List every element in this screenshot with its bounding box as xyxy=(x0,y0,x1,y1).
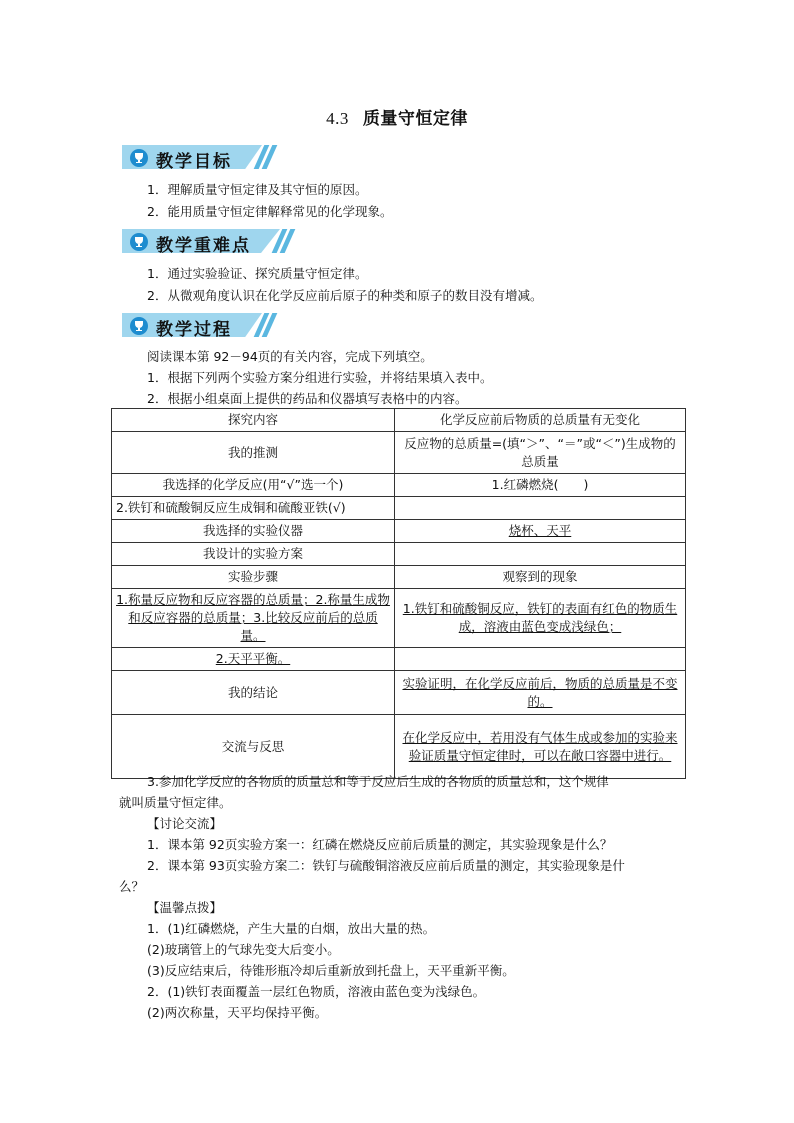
tips-heading: 【温馨点拨】 xyxy=(147,900,223,915)
table-row xyxy=(112,520,686,543)
tip-line: (2)玻璃管上的气球先变大后变小。 xyxy=(147,942,340,957)
discussion-question-1: 1．课本第 92页实验方案一：红磷在燃烧反应前后质量的测定，其实验现象是什么？ xyxy=(147,837,613,852)
reflect-value: 在化学反应中，若用没有气体生成或参加的实验来验证质量守恒定律时，可以在敞口容器中进行。 xyxy=(402,729,678,763)
header-left: 探究内容 xyxy=(112,409,395,432)
tip-line: (2)两次称量，天平均保持平衡。 xyxy=(147,1005,328,1020)
process-heading: 教学过程 xyxy=(156,320,232,340)
experiment-table xyxy=(111,408,686,779)
key-points-heading: 教学重难点 xyxy=(156,236,251,256)
process-intro-1: 阅读课本第 92－94页的有关内容，完成下列填空。 xyxy=(147,349,433,364)
page-title xyxy=(0,104,794,129)
instrument-label: 我选择的实验仪器 xyxy=(112,520,395,543)
table-row xyxy=(112,715,686,779)
header-right: 化学反应前后物质的总质量有无变化 xyxy=(395,409,686,432)
table-row xyxy=(112,671,686,715)
observe-value: 1.铁钉和硫酸铜反应，铁钉的表面有红色的物质生成，溶液由蓝色变成浅绿色； xyxy=(402,601,678,634)
law-line-1: 3.参加化学反应的各物质的质量总和等于反应后生成的各物质的质量总和，这个规律 xyxy=(147,774,609,789)
trophy-icon xyxy=(130,149,148,167)
discussion-question-2-line-2: 么？ xyxy=(119,879,145,894)
key-point-item-1: 1．通过实验验证、探究质量守恒定律。 xyxy=(147,266,368,281)
steps-label: 实验步骤 xyxy=(112,566,395,589)
goals-banner xyxy=(122,142,272,170)
process-intro-3: 2．根据小组桌面上提供的药品和仪器填写表格中的内容。 xyxy=(147,391,468,406)
plan-label: 我设计的实验方案 xyxy=(112,543,395,566)
table-row xyxy=(112,497,686,520)
trophy-icon xyxy=(130,233,148,251)
observe-label: 观察到的现象 xyxy=(395,566,686,589)
table-row xyxy=(112,543,686,566)
discussion-heading: 【讨论交流】 xyxy=(147,816,223,831)
table-row xyxy=(112,648,686,671)
tip-line: (3)反应结束后，待锥形瓶冷却后重新放到托盘上，天平重新平衡。 xyxy=(147,963,515,978)
goals-heading: 教学目标 xyxy=(156,152,232,172)
reaction-option-1: 1.红磷燃烧( ) xyxy=(395,474,686,497)
conclusion-label: 我的结论 xyxy=(112,671,395,715)
law-line-2: 就叫质量守恒定律。 xyxy=(119,795,232,810)
reaction-label: 我选择的化学反应(用“√”选一个) xyxy=(112,474,395,497)
key-points-banner xyxy=(122,226,290,254)
tip-line: 2．(1)铁钉表面覆盖一层红色物质，溶液由蓝色变为浅绿色。 xyxy=(147,984,486,999)
trophy-icon xyxy=(130,317,148,335)
reaction-option-2: 2.铁钉和硫酸铜反应生成铜和硫酸亚铁(√) xyxy=(112,497,395,520)
instrument-value: 烧杯、天平 xyxy=(508,523,572,538)
guess-value: 反应物的总质量=(填“＞”、“＝”或“＜”)生成物的总质量 xyxy=(395,432,686,474)
section-number: 4.3 xyxy=(326,109,349,128)
table-row xyxy=(112,474,686,497)
table-row xyxy=(112,432,686,474)
key-point-item-2: 2．从微观角度认识在化学反应前后原子的种类和原子的数目没有增减。 xyxy=(147,288,543,303)
title-text: 质量守恒定律 xyxy=(362,109,468,129)
guess-label: 我的推测 xyxy=(112,432,395,474)
table-row xyxy=(112,589,686,648)
tip-line: 1．(1)红磷燃烧，产生大量的白烟，放出大量的热。 xyxy=(147,921,436,936)
steps-value: 1.称量反应物和反应容器的总质量；2.称量生成物和反应容器的总质量；3.比较反应前后的总质量。 xyxy=(116,592,390,643)
table-row xyxy=(112,409,686,432)
goal-item-1: 1．理解质量守恒定律及其守恒的原因。 xyxy=(147,182,368,197)
empty-cell xyxy=(395,648,686,671)
process-banner xyxy=(122,310,272,338)
step-2-value: 2.天平平衡。 xyxy=(215,651,291,666)
conclusion-value: 实验证明，在化学反应前后，物质的总质量是不变的。 xyxy=(402,675,678,709)
process-intro-2: 1．根据下列两个实验方案分组进行实验，并将结果填入表中。 xyxy=(147,370,493,385)
reflect-label: 交流与反思 xyxy=(112,715,395,779)
discussion-question-2-line-1: 2．课本第 93页实验方案二：铁钉与硫酸铜溶液反应前后质量的测定，其实验现象是什 xyxy=(147,858,625,873)
empty-cell xyxy=(395,543,686,566)
empty-cell xyxy=(395,497,686,520)
goal-item-2: 2．能用质量守恒定律解释常见的化学现象。 xyxy=(147,204,393,219)
table-row xyxy=(112,566,686,589)
